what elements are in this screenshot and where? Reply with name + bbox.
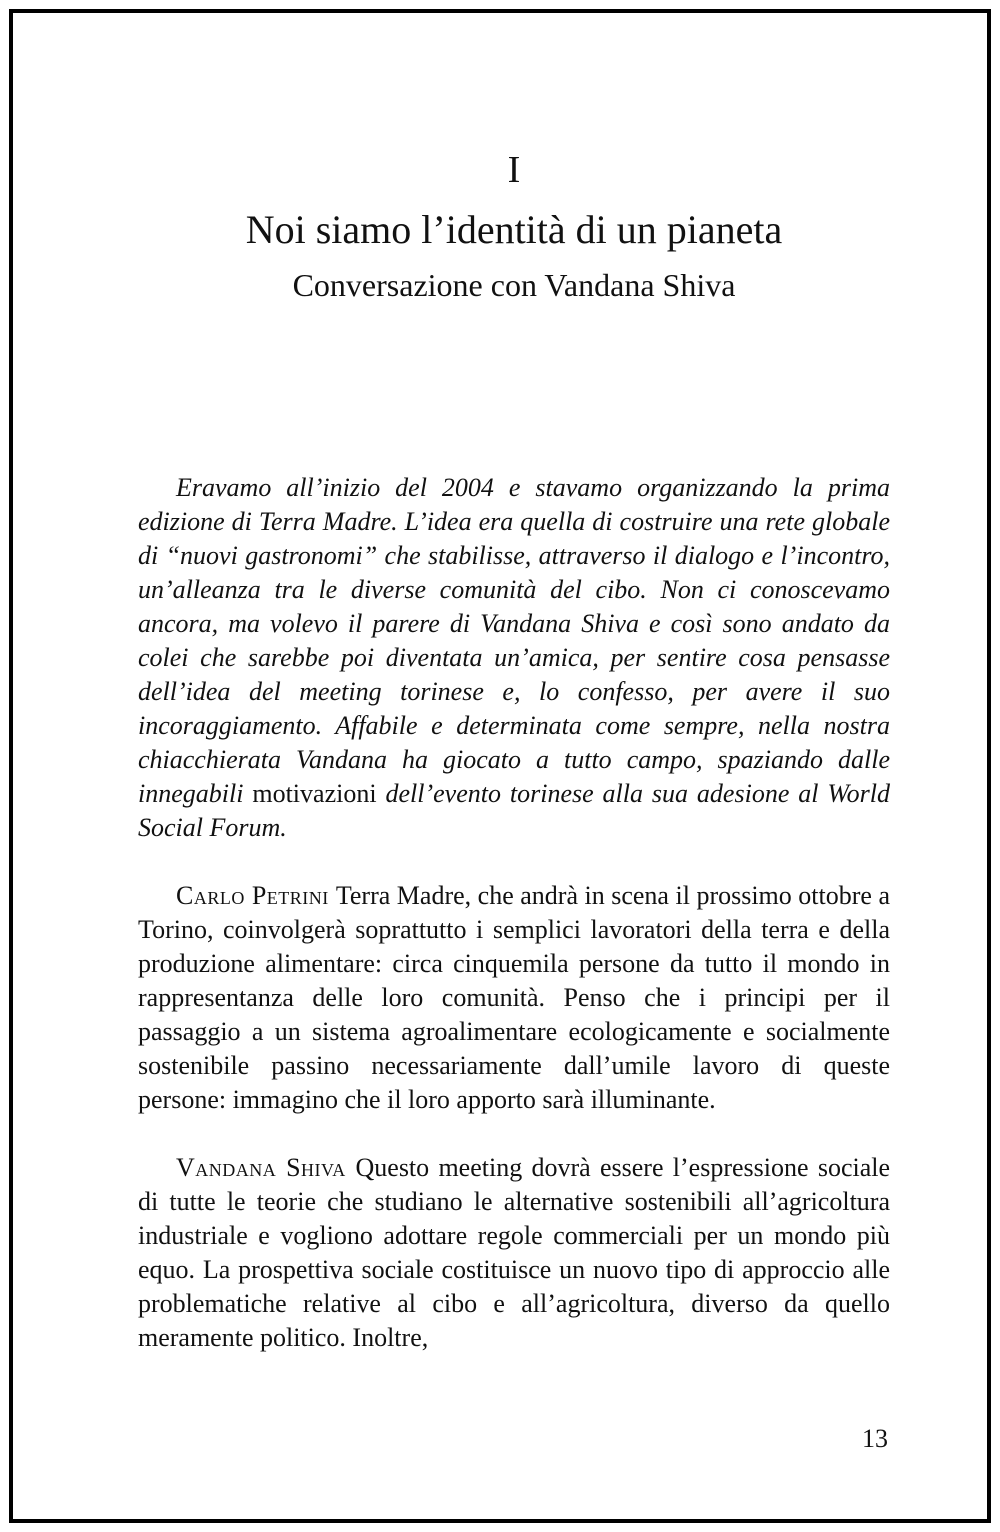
chapter-heading xyxy=(138,150,890,303)
page-content xyxy=(138,0,890,1389)
dialogue-paragraph xyxy=(138,879,890,1117)
chapter-title: Noi siamo l’identità di un pianeta xyxy=(245,206,783,252)
chapter-number: I xyxy=(507,149,521,191)
chapter-subtitle: Conversazione con Vandana Shiva xyxy=(292,266,736,303)
speaker-name: Carlo Petrini xyxy=(176,880,336,910)
intro-paragraph xyxy=(138,471,890,845)
roman-text-segment: Terra Madre, che andrà in scena il prossimo ottobre a Torino, coinvolgerà soprattutto i semplici lavoratori della terra e della produzione alimentare: circa cinquemila persone da tutto il mondo in rappresentanza delle loro comunità. Penso che i principi per il passaggio a un sistema agroalimentare ecologicamente e socialmente sostenibile passino necessariamente dall’umile lavoro di queste persone: immagino che il loro apporto sarà illuminante. xyxy=(138,880,890,1114)
dialogue-paragraph xyxy=(138,1151,890,1355)
roman-text-segment: motivazioni xyxy=(252,778,377,808)
roman-text-segment: Questo meeting dovrà essere l’espressione sociale di tutte le teorie che studiano le alternative sostenibili all’agricoltura industriale e vogliono adottare regole commerciali per un mondo più equo. La prospettiva sociale costituisce un nuovo tipo di approccio alle problematiche relative al cibo e all’agricoltura, diverso da quello meramente politico. Inoltre, xyxy=(138,1152,891,1352)
italic-text-segment: dell’evento torinese alla sua adesione al World Social Forum. xyxy=(138,778,891,842)
italic-text-segment: Eravamo all’inizio del 2004 e stavamo organizzando la prima edizione di Terra Madre. L’idea era quella di costruire una rete globale di “nuovi gastronomi” che stabilisse, attraverso il dialogo e l’incontro, un’alleanza tra le diverse comunità del cibo. Non ci conoscevamo ancora, ma volevo il parere di Vandana Shiva e così sono andato da colei che sarebbe poi diventata un’amica, per sentire cosa pensasse dell’idea del meeting torinese e, lo confesso, per avere il suo incoraggiamento. Affabile e determinata come sempre, nella nostra chiacchierata Vandana ha giocato a tutto campo, spaziando dalle innegabili xyxy=(138,472,890,808)
text-block xyxy=(138,471,890,1355)
speaker-name: Vandana Shiva xyxy=(176,1152,356,1182)
page-number: 13 xyxy=(862,1424,888,1453)
